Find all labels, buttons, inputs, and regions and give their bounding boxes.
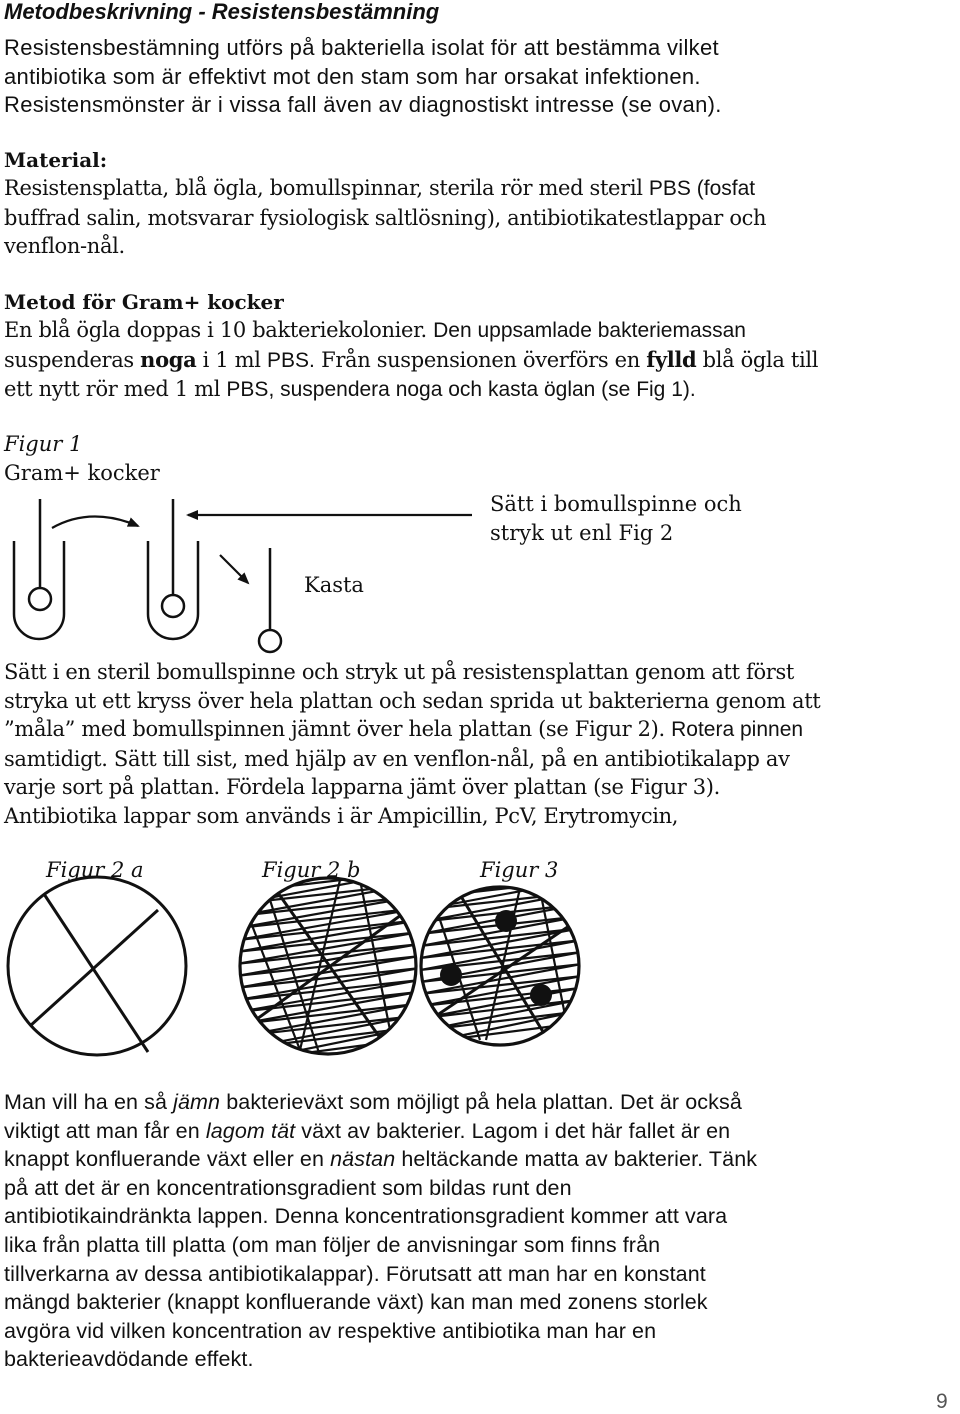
procedure-line: samtidigt. Sätt till sist, med hjälp av en venflon-nål, på en antibiotikalapp av bbox=[4, 746, 790, 771]
plate-2b bbox=[236, 872, 420, 1060]
procedure-line: Sätt i en steril bomullspinne och stryk ut på resistensplattan genom att först bbox=[4, 660, 794, 684]
material-line: buffrad salin, motsvarar fysiologisk saltlösning), antibiotikatestlappar och bbox=[4, 205, 767, 230]
conclusion-line bbox=[4, 1088, 940, 1117]
material-line: venflon-nål. bbox=[4, 234, 125, 259]
text-span: i 1 ml bbox=[196, 347, 267, 372]
text-span: knappt konfluerande växt eller en bbox=[4, 1147, 331, 1172]
procedure-line: stryka ut ett kryss över hela plattan och sedan sprida ut bakterierna genom att bbox=[4, 688, 821, 713]
text-span: PBS, suspendera noga och kasta öglan (se Fig 1). bbox=[226, 378, 696, 402]
figure3-caption: Figur 3 bbox=[480, 858, 559, 882]
text-span: växt av bakterier. Lagom i det här fallet är en bbox=[295, 1118, 731, 1143]
antibiotic-disk bbox=[440, 964, 462, 986]
page-title: Metodbeskrivning - Resistensbestämning bbox=[4, 0, 440, 24]
page-number: 9 bbox=[936, 1390, 948, 1413]
conclusion-line: lika från platta till platta (om man följer de anvisningar som finns från bbox=[4, 1232, 661, 1257]
antibiotic-disk bbox=[495, 910, 517, 932]
conclusion-paragraph bbox=[4, 1088, 940, 1374]
emphasis: jämn bbox=[173, 1090, 221, 1114]
emphasis: lagom tät bbox=[205, 1118, 296, 1143]
text-span: Resistensplatta, blå ögla, bomullspinnar, sterila rör med steril bbox=[4, 176, 649, 200]
figure1-note-line: Sätt i bomullspinne och bbox=[490, 492, 742, 516]
conclusion-line: bakterieavdödande effekt. bbox=[4, 1347, 254, 1372]
conclusion-line: mängd bakterier (knappt konfluerande växt) kan man med zonens storlek bbox=[4, 1290, 708, 1315]
scribble-lines bbox=[236, 872, 420, 1060]
text-span: ett nytt rör med 1 ml bbox=[4, 377, 227, 402]
material-heading: Material: bbox=[4, 148, 108, 172]
procedure-line: Antibiotika lappar som används i är Ampicillin, PcV, Erytromycin, bbox=[4, 803, 679, 828]
bold-text: noga bbox=[140, 346, 197, 372]
conclusion-line bbox=[4, 1117, 940, 1146]
conclusion-line: antibiotikaindränkta lappen. Denna koncentrationsgradient kommer att vara bbox=[4, 1204, 728, 1229]
text-span: PBS. bbox=[266, 348, 315, 372]
plate-2a bbox=[8, 877, 186, 1055]
text-span: En blå ögla doppas i 10 bakteriekolonier. bbox=[4, 318, 434, 342]
text-span: Man vill ha en så bbox=[4, 1090, 174, 1114]
intro-line: antibiotika som är effektivt mot den stam som har orsakat infektionen. bbox=[4, 63, 701, 89]
figure2a-caption: Figur 2 a bbox=[46, 858, 144, 882]
emphasis: nästan bbox=[330, 1147, 396, 1172]
antibiotic-disk bbox=[530, 984, 552, 1006]
conclusion-line: avgöra vid vilken koncentration av respektive antibiotika man har en bbox=[4, 1318, 657, 1343]
figure1-note-line: stryk ut enl Fig 2 bbox=[490, 521, 674, 545]
text-span: bakterieväxt som möjligt på hela plattan. Det är också bbox=[220, 1090, 742, 1114]
procedure-line: varje sort på plattan. Fördela lapparna jämt över plattan (se Figur 3). bbox=[4, 775, 720, 800]
text-span: Rotera pinnen bbox=[671, 718, 804, 742]
figure1-subtitle: Gram+ kocker bbox=[4, 461, 160, 485]
text-span: suspenderas bbox=[4, 347, 141, 372]
text-span: Den uppsamlade bakteriemassan bbox=[433, 319, 746, 342]
discard-label: Kasta bbox=[304, 573, 364, 597]
text-span: heltäckande matta av bakterier. Tänk bbox=[395, 1147, 758, 1172]
plate-3 bbox=[420, 880, 582, 1045]
bold-text: fylld bbox=[646, 346, 697, 372]
text-span: viktigt att man får en bbox=[4, 1118, 206, 1143]
method-heading: Metod för Gram+ kocker bbox=[4, 290, 284, 314]
text-span: blå ögla till bbox=[696, 347, 819, 372]
conclusion-line: tillverkarna av dessa antibiotikalappar). Förutsatt att man har en konstant bbox=[4, 1261, 706, 1286]
text-span: ”måla” med bomullspinnen jämnt över hela plattan (se Figur 2). bbox=[4, 717, 672, 742]
text-span: Från suspensionen överförs en bbox=[314, 347, 647, 372]
figure2b-caption: Figur 2 b bbox=[262, 858, 361, 882]
figure1-caption: Figur 1 bbox=[4, 432, 83, 456]
intro-line: Resistensmönster är i vissa fall även av diagnostiskt intresse (se ovan). bbox=[4, 92, 722, 118]
text-span: PBS (fosfat bbox=[648, 177, 756, 200]
conclusion-line: på att det är en koncentrationsgradient som bildas runt den bbox=[4, 1175, 572, 1200]
intro-line: Resistensbestämning utförs på bakteriella isolat för att bestämma vilket bbox=[4, 35, 719, 60]
conclusion-line bbox=[4, 1145, 940, 1174]
